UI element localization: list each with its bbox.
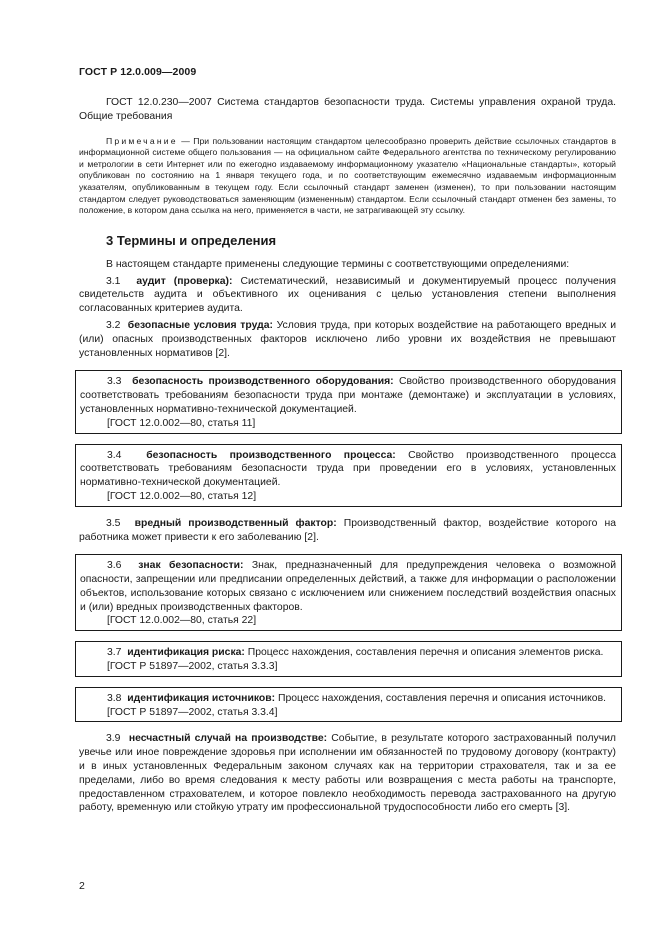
page-number: 2 xyxy=(79,880,85,892)
term-box-3-8 xyxy=(75,687,622,723)
term-definition: Производственный фактор, воздействие которого на работника может привести к его заболеванию [2]. xyxy=(79,517,616,543)
section-intro: В настоящем стандарте применены следующие термины с соответствующими определениями: xyxy=(106,258,570,270)
term-reference: [ГОСТ Р 51897—2002, статья 3.3.3] xyxy=(107,661,278,673)
term-name: безопасность производственного процесса: xyxy=(146,449,396,461)
term-definition: Событие, в результате которого застрахованный получил увечье или иное повреждение здоровья при исполнении им обязанностей по трудовому договору (контракту) и в иных установленных Федеральным законом случаях как на территории страхователя, так и за ее пределами, либо во время следования к месту работы или возвращения с места работы на транспорте, предоставленном страхователем, и которое повлекло необходимость перевода застрахованного на другую работу, временную или стойкую утрату им профессиональной трудоспособности либо его смерть [3]. xyxy=(79,733,616,814)
term-box-3-3 xyxy=(75,370,622,433)
term-3-4: 3.4 безопасность производственного процесса: Свойство производственного процесса соответствовать требованиям безопасности труда при проведении его в условиях, установленных нормативно-технической документацией. xyxy=(80,449,616,489)
term-definition: Систематический, независимый и документируемый процесс получения свидетельств аудита и объективного их оценивания с целью установления степени выполнения согласованных критериев аудита. xyxy=(79,275,616,315)
term-definition: Свойство производственного оборудования соответствовать требованиям безопасности труда при монтаже (демонтаже) и эксплуатации в условиях, установленных нормативно-технической документацией. xyxy=(80,376,616,415)
term-name: безопасность производственного оборудования: xyxy=(132,376,394,388)
term-definition: Процесс нахождения, составления перечня и описания источников. xyxy=(277,692,606,704)
term-reference: [ГОСТ 12.0.002—80, статья 22] xyxy=(107,615,257,627)
term-definition: Условия труда, при которых воздействие на работающего вредных и (или) опасных производственных факторов исключено либо уровни их воздействия не превышают установленных нормативов [2]. xyxy=(79,319,617,359)
normative-reference: ГОСТ 12.0.230—2007 Система стандартов безопасности труда. Системы управления охраной труда. Общие требования xyxy=(79,97,616,122)
term-3-8: 3.8 идентификация источников: Процесс нахождения, составления перечня и описания источников. xyxy=(107,692,606,704)
term-reference: [ГОСТ 12.0.002—80, статья 12] xyxy=(107,490,257,502)
term-name: идентификация риска: xyxy=(127,647,245,659)
term-box-3-6 xyxy=(75,554,622,631)
term-name: идентификация источников: xyxy=(127,692,276,704)
section-title: 3 Термины и определения xyxy=(106,232,277,248)
term-3-5: 3.5 вредный производственный фактор: Производственный фактор, воздействие которого на работника может привести к его заболеванию [2]. xyxy=(79,517,616,543)
term-name: безопасные условия труда: xyxy=(127,319,273,331)
term-3-9: 3.9 несчастный случай на производстве: Событие, в результате которого застрахованный получил увечье или иное повреждение здоровья при исполнении им обязанностей по трудовому договору (контракту) и в иных установленных Федеральным законом случаях как на территории страхователя, так и за ее пределами, либо во время следования к месту работы или возвращения с места работы на транспорте, предоставленном страхователем, и которое повлекло необходимость перевода застрахованного на другую работу, временную или стойкую утрату им профессиональной трудоспособности либо его смерть [3]. xyxy=(79,733,616,814)
term-3-3: 3.3 безопасность производственного оборудования: Свойство производственного оборудования соответствовать требованиям безопасности труда при монтаже (демонтаже) и эксплуатации в условиях, установленных нормативно-технической документацией. xyxy=(80,376,616,415)
term-3-2: 3.2 безопасные условия труда: Условия труда, при которых воздействие на работающего вредных и (или) опасных производственных факторов исключено либо уровни их воздействия не превышают установленных нормативов [2]. xyxy=(79,319,617,359)
note xyxy=(79,136,616,217)
term-3-6: 3.6 знак безопасности: Знак, предназначенный для предупреждения человека о возможной опасности, запрещении или предписании определенных действий, а также для информации о расположении объектов, использование которых связано с исключением или снижением последствий воздействия опасных и (или) вредных производственных факторов. xyxy=(80,560,617,613)
term-definition: Процесс нахождения, составления перечня и описания элементов риска. xyxy=(247,647,604,659)
term-name: аудит (проверка): xyxy=(136,275,233,287)
term-reference: [ГОСТ Р 51897—2002, статья 3.3.4] xyxy=(107,706,278,718)
term-name: вредный производственный фактор: xyxy=(134,517,337,529)
page-content xyxy=(79,96,616,815)
note-text: — При пользовании настоящим стандартом целесообразно проверить действие ссылочных стандартов в информационной системе общего пользования — на официальном сайте Федерального агентства по техническому регулированию и метрологии в сети Интернет или по ежегодно издаваемому информационному указателю «Национальные стандарты», который опубликован по состоянию на 1 января текущего года, и по соответствующим ежемесячно издаваемым информационным указателям, опубликованным в текущем году. Если ссылочный стандарт заменен (изменен), то при пользовании настоящим стандартом следует руководствоваться заменяющим (измененным) стандартом. Если ссылочный стандарт отменен без замены, то положение, в котором дана ссылка на него, применяется в части, не затрагивающей эту ссылку. xyxy=(79,135,617,216)
term-name: знак безопасности: xyxy=(138,560,244,572)
term-name: несчастный случай на производстве: xyxy=(128,733,328,745)
note-label: Примечание xyxy=(106,135,178,146)
term-box-3-7 xyxy=(75,641,622,677)
term-reference: [ГОСТ 12.0.002—80, статья 11] xyxy=(107,417,256,429)
document-header: ГОСТ Р 12.0.009—2009 xyxy=(79,66,197,78)
term-3-7: 3.7 идентификация риска: Процесс нахождения, составления перечня и описания элементов риска. xyxy=(107,647,604,659)
term-box-3-4 xyxy=(75,444,622,507)
term-definition: Свойство производственного процесса соответствовать требованиям безопасности труда при проведении его в условиях, установленных нормативно-технической документацией. xyxy=(80,449,616,489)
term-definition: Знак, предназначенный для предупреждения человека о возможной опасности, запрещении или предписании определенных действий, а также для информации о расположении объектов, использование которых связано с исключением или снижением последствий воздействия опасных и (или) вредных производственных факторов. xyxy=(80,560,617,613)
term-3-1: 3.1 аудит (проверка): Систематический, независимый и документируемый процесс получения свидетельств аудита и объективного их оценивания с целью установления степени выполнения согласованных критериев аудита. xyxy=(79,275,616,315)
